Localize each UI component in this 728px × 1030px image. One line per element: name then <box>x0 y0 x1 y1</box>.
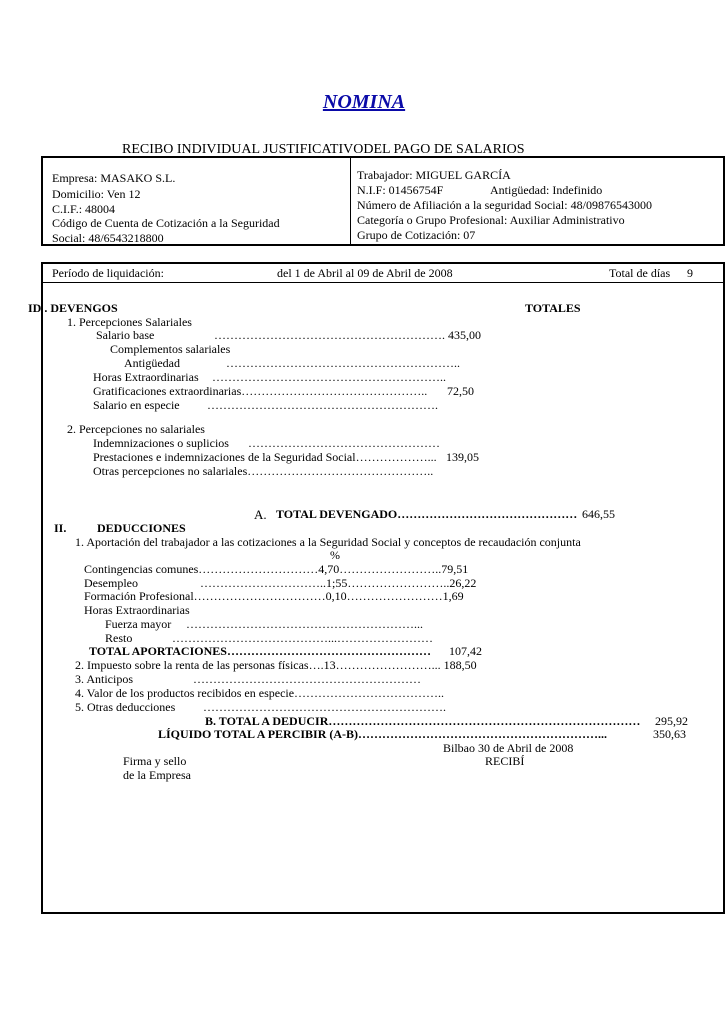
totales-header: TOTALES <box>525 301 581 315</box>
otras-percepciones-label: Otras percepciones no salariales……………………………………….. <box>93 464 434 478</box>
empresa-ccc-line1: Código de Cuenta de Cotización a la Seguridad <box>52 216 280 230</box>
empresa-ccc-line2: Social: 48/6543218800 <box>52 231 164 245</box>
periodo-rango: del 1 de Abril al 09 de Abril de 2008 <box>277 266 453 280</box>
no-salariales-title: 2. Percepciones no salariales <box>67 422 205 436</box>
prestaciones-label: Prestaciones e indemnizaciones de la Seguridad Social………………... <box>93 450 437 464</box>
gratificaciones-label: Gratificaciones extraordinarias……………………………………….. <box>93 384 428 398</box>
fuerza-mayor-label: Fuerza mayor <box>105 617 172 631</box>
trabajador-nombre: Trabajador: MIGUEL GARCÍA <box>357 168 511 182</box>
antiguedad-label: Antigüedad <box>124 356 180 370</box>
horas-extra-label: Horas Extraordinarias <box>93 370 199 384</box>
resto-label: Resto <box>105 631 133 645</box>
liquido-value: 350,63 <box>653 727 686 741</box>
fecha-lugar: Bilbao 30 de Abril de 2008 <box>443 741 574 755</box>
header-divider <box>350 157 351 245</box>
horas-extra-dots: ………………………………………………….. <box>212 370 446 384</box>
periodo-total-label: Total de días <box>609 266 671 280</box>
total-devengado-value: 646,55 <box>582 507 615 521</box>
anticipos-dots: ………………………………………………… <box>193 672 421 686</box>
irpf-row: 2. Impuesto sobre la renta de las personas físicas….13……………………... 188,50 <box>75 658 477 672</box>
salario-base-dots: …………………………………………………. <box>214 328 445 342</box>
trabajador-nif: N.I.F: 01456754F <box>357 183 444 197</box>
devengos-header: ID . DEVENGOS <box>28 301 118 315</box>
salario-base-label: Salario base <box>96 328 155 342</box>
periodo-label: Período de liquidación: <box>52 266 164 280</box>
total-aportaciones-value: 107,42 <box>449 644 482 658</box>
desempleo-row: …………………………..1;55……………………..26,22 <box>200 576 477 590</box>
aportacion-label: 1. Aportación del trabajador a las cotizaciones a la Seguridad Social y conceptos de recaudación conjunta <box>75 535 581 549</box>
contingencias-row: Contingencias comunes…………………………4,70……………………..79,51 <box>84 562 469 576</box>
empresa-domicilio: Domicilio: Ven 12 <box>52 187 141 201</box>
deducciones-num: II. <box>54 521 67 535</box>
formacion-row: Formación Profesional……………………………0,10……………………1,69 <box>84 589 464 603</box>
firma-label-2: de la Empresa <box>123 768 191 782</box>
total-devengado-label: TOTAL DEVENGADO……………………………………… <box>276 507 578 521</box>
gratificaciones-value: 72,50 <box>447 384 474 398</box>
fuerza-mayor-dots: …………………………………………………... <box>186 617 423 631</box>
antiguedad-dots: ………………………………………………….. <box>226 356 460 370</box>
trabajador-categoria: Categoría o Grupo Profesional: Auxiliar Administrativo <box>357 213 625 227</box>
deducciones-header: DEDUCCIONES <box>97 521 186 535</box>
otras-deducciones-dots: ……………………………………………………. <box>203 700 446 714</box>
especie-dots: …………………………………………………. <box>207 398 438 412</box>
salariales-title: 1. Percepciones Salariales <box>67 315 192 329</box>
page-title: NOMINA <box>322 91 406 113</box>
especie-label: Salario en especie <box>93 398 180 412</box>
total-deducir-value: 295,92 <box>655 714 688 728</box>
trabajador-afiliacion: Número de Afiliación a la seguridad Social: 48/09876543000 <box>357 198 652 212</box>
liquido-label: LÍQUIDO TOTAL A PERCIBIR (A-B)……………………………………………………... <box>158 727 608 741</box>
periodo-divider <box>42 282 724 283</box>
empresa-cif: C.I.F.: 48004 <box>52 202 116 216</box>
salario-base-value: 435,00 <box>448 328 481 342</box>
recibi-label: RECIBÍ <box>485 754 525 768</box>
indemnizaciones-dots: ………………………………………… <box>248 436 440 450</box>
total-devengado-letter: A. <box>254 507 267 522</box>
prestaciones-value: 139,05 <box>446 450 479 464</box>
indemnizaciones-label: Indemnizaciones o suplicios <box>93 436 229 450</box>
page-subtitle: RECIBO INDIVIDUAL JUSTIFICATIVODEL PAGO DE SALARIOS <box>122 142 525 157</box>
especie-ded-row: 4. Valor de los productos recibidos en especie……………………………….. <box>75 686 445 700</box>
otras-deducciones-label: 5. Otras deducciones <box>75 700 176 714</box>
trabajador-antiguedad: Antigüedad: Indefinido <box>490 183 603 197</box>
desempleo-label: Desempleo <box>84 576 138 590</box>
resto-dots: …………………………………...…………………… <box>172 631 433 645</box>
periodo-total: 9 <box>687 266 693 280</box>
anticipos-label: 3. Anticipos <box>75 672 134 686</box>
horas-extra-ded-label: Horas Extraordinarias <box>84 603 190 617</box>
total-aportaciones-label: TOTAL APORTACIONES…………………………………………… <box>89 644 431 658</box>
percent-label: % <box>330 548 340 562</box>
trabajador-grupo: Grupo de Cotización: 07 <box>357 228 476 242</box>
firma-label-1: Firma y sello <box>123 754 187 768</box>
total-deducir-label: B. TOTAL A DEDUCIR…………………………………………………………………… <box>205 714 641 728</box>
complementos-label: Complementos salariales <box>110 342 231 356</box>
empresa-nombre: Empresa: MASAKO S.L. <box>52 171 176 185</box>
